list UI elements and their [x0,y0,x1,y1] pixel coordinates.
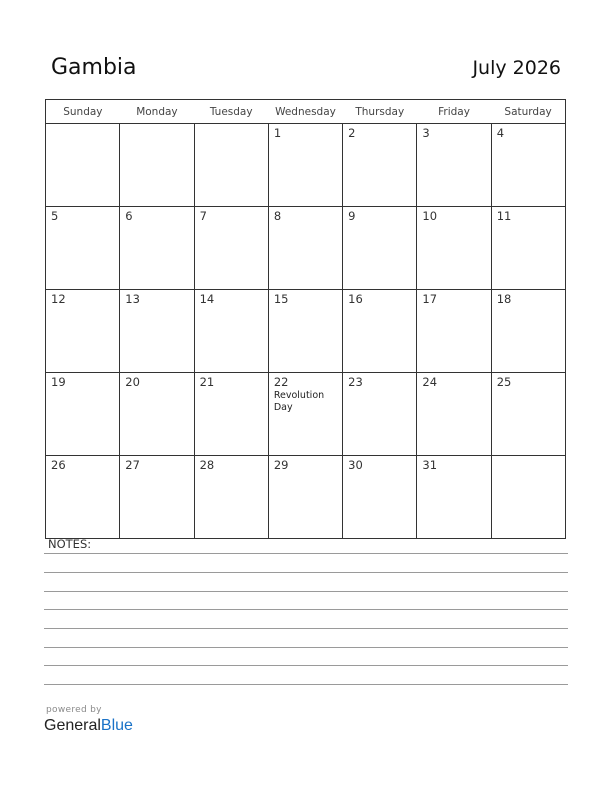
logo-blue-text: Blue [100,717,133,734]
day-cell [491,207,565,290]
day-number: 31 [422,458,438,472]
day-cell [268,124,342,207]
day-cell [343,456,417,539]
weekday-header-row [46,100,566,124]
day-number: 12 [51,292,66,306]
day-number: 3 [422,126,430,140]
day-cell [120,456,194,539]
note-line [44,609,568,610]
week-row [46,373,566,456]
day-cell [120,124,194,207]
day-number: 28 [199,458,215,472]
day-cell [343,290,417,373]
day-cell [120,373,194,456]
day-cell [491,124,565,207]
weekday-header: Wednesday [268,100,342,124]
note-line [44,572,568,573]
day-number: 17 [422,292,438,306]
day-cell [343,124,417,207]
day-cell [343,373,417,456]
day-cell [194,124,268,207]
day-cell [46,207,120,290]
powered-by-text: powered by [46,705,102,715]
week-row [46,207,566,290]
weekday-header: Sunday [46,100,120,124]
day-number: 6 [125,209,133,223]
week-row [46,124,566,207]
week-row [46,456,566,539]
day-number: 10 [422,209,438,223]
day-cell [491,290,565,373]
day-cell [417,124,491,207]
day-number: 5 [51,209,59,223]
logo-general-text: General [44,717,101,734]
day-cell [417,207,491,290]
day-cell [268,373,342,456]
day-number: 20 [125,375,140,389]
holiday-label: Revolution Day [273,390,325,413]
day-cell [491,373,565,456]
weekday-header: Tuesday [194,100,268,124]
day-number: 21 [199,375,215,389]
day-number: 16 [348,292,363,306]
weekday-header: Saturday [491,100,565,124]
day-cell [268,290,342,373]
calendar-grid [45,99,566,539]
weekday-header: Thursday [343,100,417,124]
weekday-header: Friday [417,100,491,124]
day-number: 26 [51,458,66,472]
day-cell [491,456,565,539]
day-cell [417,290,491,373]
day-cell [120,290,194,373]
day-cell [46,124,120,207]
day-cell [417,456,491,539]
day-cell [268,456,342,539]
day-cell [46,290,120,373]
generalblue-logo[interactable] [44,717,133,735]
month-title: July 2026 [472,57,561,79]
day-cell [120,207,194,290]
day-cell [194,290,268,373]
day-number: 2 [348,126,356,140]
day-cell [46,373,120,456]
day-number: 14 [199,292,215,306]
day-cell [194,456,268,539]
notes-label: NOTES: [48,537,92,551]
day-cell [268,207,342,290]
day-number: 24 [422,375,438,389]
country-title: Gambia [51,55,137,80]
note-line [44,684,568,685]
day-cell [343,207,417,290]
day-number: 11 [496,209,512,223]
day-cell [417,373,491,456]
note-line [44,647,568,648]
day-number: 4 [496,126,505,140]
note-line [44,665,568,666]
day-number: 25 [496,375,512,389]
day-number: 8 [273,209,282,223]
week-row [46,290,566,373]
day-number: 9 [348,209,356,223]
note-line [44,628,568,629]
weekday-header: Monday [120,100,194,124]
day-number: 1 [273,126,282,140]
day-number: 23 [348,375,363,389]
day-number: 27 [125,458,140,472]
note-line [44,591,568,592]
day-number: 7 [199,209,207,223]
day-number: 13 [125,292,140,306]
day-number: 18 [496,292,512,306]
day-cell [194,373,268,456]
day-number: 30 [348,458,363,472]
day-number: 29 [273,458,289,472]
day-number: 19 [51,375,66,389]
note-line [44,553,568,554]
day-number: 22 [273,375,289,389]
day-cell [194,207,268,290]
day-number: 15 [273,292,289,306]
day-cell [46,456,120,539]
